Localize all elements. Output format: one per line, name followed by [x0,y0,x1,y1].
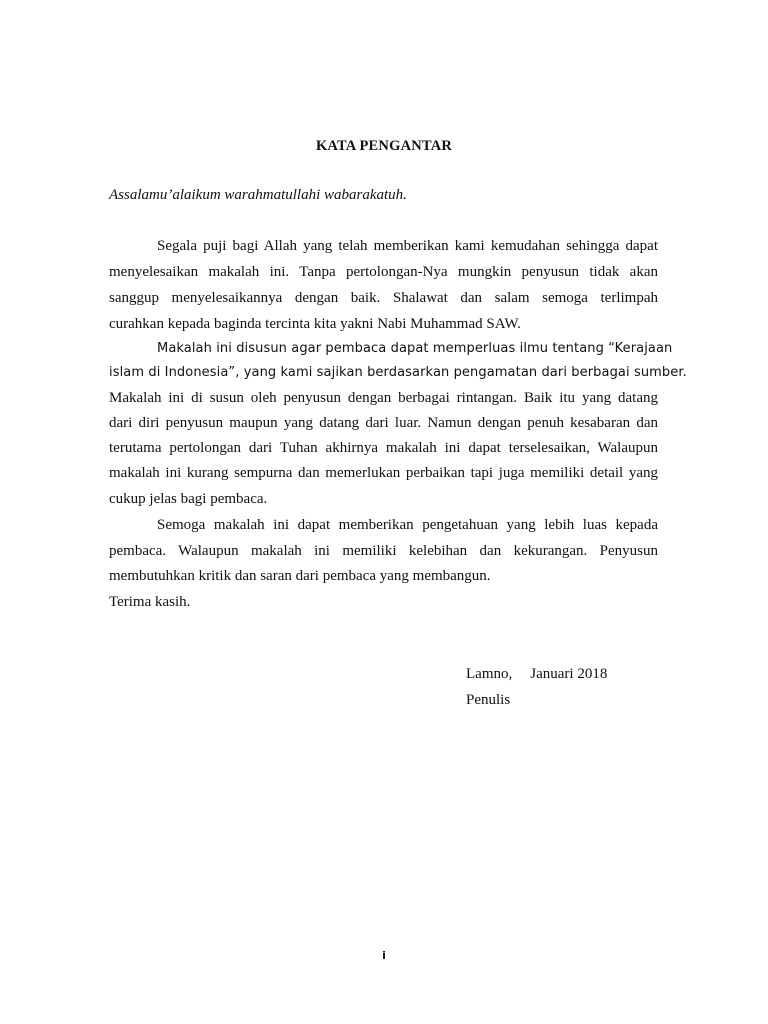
signature-role: Penulis [466,692,511,708]
paragraph-line: Makalah ini disusun agar pembaca dapat memperluas ilmu tentang “Kerajaan [157,341,673,356]
paragraph-line: Semoga makalah ini dapat memberikan pengetahuan yang lebih luas kepada [157,517,658,533]
paragraph-line: pembaca. Walaupun makalah ini memiliki kelebihan dan kekurangan. Penyusun [109,543,658,559]
paragraph-line: terutama pertolongan dari Tuhan akhirnya makalah ini dapat terselesaikan, Walaupun [109,440,658,456]
paragraph-line: islam di Indonesia”, yang kami sajikan berdasarkan pengamatan dari berbagai sumber. [109,365,687,380]
page-number: i [382,949,386,962]
closing-line: Terima kasih. [109,594,191,610]
document-title: KATA PENGANTAR [315,138,453,154]
signature-date: Januari 2018 [530,666,608,682]
signature-place-date [466,666,607,683]
paragraph-line: menyelesaikan makalah ini. Tanpa pertolongan-Nya mungkin penyusun tidak akan [109,264,658,280]
paragraph-line: cukup jelas bagi pembaca. [109,491,268,507]
paragraph-line: Segala puji bagi Allah yang telah memberikan kami kemudahan sehingga dapat [157,238,658,254]
paragraph-line: curahkan kepada baginda tercinta kita yakni Nabi Muhammad SAW. [109,316,521,332]
greeting: Assalamu’alaikum warahmatullahi wabarakatuh. [109,187,407,203]
paragraph-line: Makalah ini di susun oleh penyusun dengan berbagai rintangan. Baik itu yang datang [109,390,658,406]
paragraph-line: membutuhkan kritik dan saran dari pembaca yang membangun. [109,568,491,584]
paragraph-line: dari diri penyusun maupun yang datang dari luar. Namun dengan penuh kesabaran dan [109,415,658,431]
paragraph-line: makalah ini kurang sempurna dan memerlukan perbaikan tapi juga memiliki detail yang [109,465,658,481]
paragraph-line: sanggup menyelesaikannya dengan baik. Shalawat dan salam semoga terlimpah [109,290,658,306]
signature-place: Lamno, [466,666,513,682]
